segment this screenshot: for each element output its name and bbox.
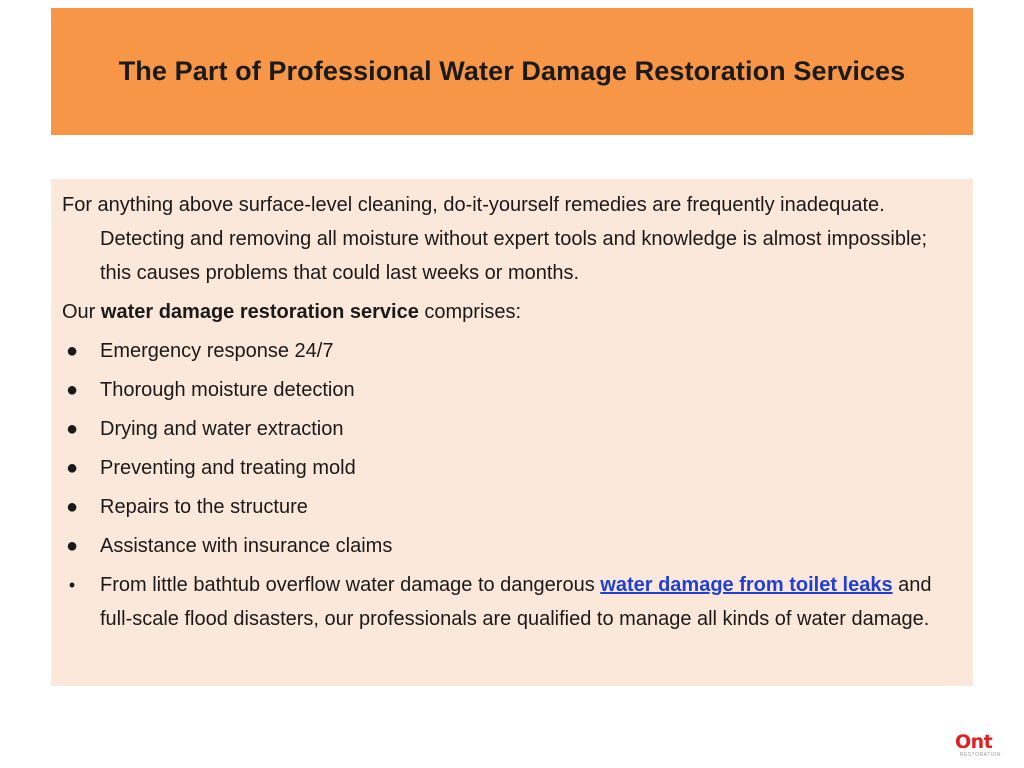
list-item-text: Repairs to the structure: [100, 496, 308, 518]
lead-suffix: comprises:: [418, 301, 522, 323]
list-item: [62, 412, 961, 446]
content-panel: [51, 179, 973, 686]
bullet-icon: ●: [65, 379, 79, 401]
closing-list-item: [62, 568, 961, 636]
list-item: [62, 373, 961, 407]
closing-text-before: From little bathtub overflow water damage to dangerous: [100, 574, 601, 596]
logo-subtitle: RESTORATION: [959, 752, 1001, 758]
bullet-icon: ●: [65, 340, 79, 362]
lead-paragraph: [62, 295, 961, 329]
list-item-text: Assistance with insurance claims: [100, 535, 393, 557]
intro-paragraph: For anything above surface-level cleaning, do-it-yourself remedies are frequently inadequate. Detecting and removing all moisture without expert tools and knowledge is almost impossible; this causes problems that could last weeks or months.: [62, 194, 928, 284]
bullet-icon: ●: [65, 457, 79, 479]
closing-text-after: and full-scale flood disasters, our professionals are qualified to manage all kinds of water damage.: [100, 574, 932, 630]
bullet-icon: ●: [65, 418, 79, 440]
company-logo: [955, 733, 1001, 761]
lead-prefix: Our: [62, 301, 101, 323]
bullet-icon: ●: [65, 535, 79, 557]
list-item: [62, 529, 961, 563]
toilet-leaks-link[interactable]: water damage from toilet leaks: [600, 574, 893, 596]
lead-bold-text: water damage restoration service: [100, 301, 419, 323]
list-item: [62, 334, 961, 368]
logo-wordmark: Ont: [955, 731, 993, 753]
list-item-text: Thorough moisture detection: [100, 379, 355, 401]
title-banner: [51, 8, 973, 135]
list-item-text: Preventing and treating mold: [100, 457, 356, 479]
list-item: [62, 490, 961, 524]
page-title: The Part of Professional Water Damage Restoration Services: [118, 56, 906, 86]
list-item-text: Emergency response 24/7: [100, 340, 334, 362]
bullet-icon: ●: [65, 496, 79, 518]
list-item-text: Drying and water extraction: [100, 418, 344, 440]
bullet-icon: •: [68, 575, 76, 595]
list-item: [62, 451, 961, 485]
